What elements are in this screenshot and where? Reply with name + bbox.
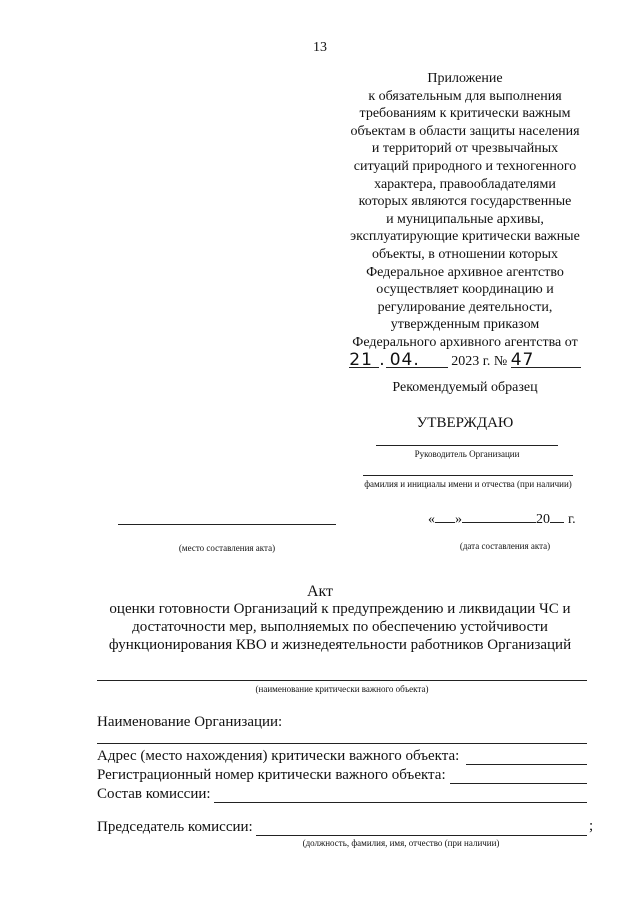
date-template bbox=[428, 508, 576, 528]
address-line bbox=[466, 764, 587, 765]
appendix-line: требованиям к критически важным bbox=[359, 106, 571, 122]
object-name-line bbox=[97, 680, 587, 681]
order-separator: . bbox=[379, 349, 386, 370]
order-number: 47 bbox=[511, 353, 581, 368]
order-year-text: 2023 г. № bbox=[451, 353, 508, 369]
appendix-line: утвержденным приказом bbox=[390, 317, 540, 333]
act-subtitle-line: оценки готовности Организаций к предупреждению и ликвидации ЧС и bbox=[109, 601, 571, 617]
chairman-label: Председатель комиссии: bbox=[97, 819, 253, 835]
order-day: 21 bbox=[349, 353, 379, 368]
head-name-line bbox=[363, 475, 573, 476]
organization-name-line bbox=[97, 743, 587, 744]
date-close-quote: » bbox=[455, 512, 462, 527]
appendix-title: Приложение bbox=[427, 71, 503, 86]
order-month: 04. bbox=[386, 353, 448, 368]
date-open-quote: « bbox=[428, 512, 435, 527]
appendix-line: осуществляет координацию и bbox=[376, 282, 554, 298]
date-century: 20 bbox=[536, 512, 550, 527]
chairman-caption: (должность, фамилия, имя, отчество (при наличии) bbox=[302, 838, 500, 848]
date-caption: (дата составления акта) bbox=[459, 541, 551, 551]
appendix-line: к обязательным для выполнения bbox=[368, 88, 562, 104]
act-subtitle bbox=[60, 600, 620, 654]
head-caption: Руководитель Организации bbox=[414, 449, 520, 459]
address-label: Адрес (место нахождения) критически важного объекта: bbox=[97, 748, 460, 764]
page-number: 13 bbox=[313, 40, 327, 55]
head-signature-line bbox=[376, 445, 558, 446]
appendix-line: Федерального архивного агентства от bbox=[352, 334, 578, 350]
appendix-line: и муниципальные архивы, bbox=[386, 211, 544, 227]
place-caption: (место составления акта) bbox=[178, 543, 276, 553]
appendix-line: характера, правообладателями bbox=[374, 176, 556, 192]
appendix-lines bbox=[300, 88, 630, 352]
order-line bbox=[300, 349, 630, 370]
appendix-line: и территорий от чрезвычайных bbox=[371, 141, 559, 157]
appendix-line: регулирование деятельности, bbox=[377, 299, 553, 315]
head-name-caption: фамилия и инициалы имени и отчества (при наличии) bbox=[364, 479, 572, 489]
date-day-blank bbox=[435, 508, 455, 523]
approve-title: УТВЕРЖДАЮ bbox=[416, 415, 514, 431]
chairman-semicolon: ; bbox=[589, 818, 594, 834]
commission-line bbox=[214, 802, 587, 803]
date-month-blank bbox=[462, 508, 536, 523]
act-subtitle-line: функционирования КВО и жизнедеятельности работников Организаций bbox=[108, 637, 572, 653]
object-caption: (наименование критически важного объекта) bbox=[255, 684, 429, 694]
appendix-line: объектам в области защиты населения bbox=[350, 123, 580, 139]
appendix-line: эксплуатирующие критически важные bbox=[350, 229, 580, 245]
commission-label: Состав комиссии: bbox=[97, 786, 211, 802]
act-subtitle-line: достаточности мер, выполняемых по обеспечению устойчивости bbox=[132, 619, 548, 635]
appendix-line: объекты, в отношении которых bbox=[371, 246, 559, 262]
reg-number-label: Регистрационный номер критически важного объекта: bbox=[97, 767, 446, 783]
organization-name-label: Наименование Организации: bbox=[97, 714, 283, 730]
act-title: Акт bbox=[306, 583, 334, 600]
appendix-line: Федеральное архивное агентство bbox=[366, 264, 564, 280]
recommended-sample: Рекомендуемый образец bbox=[392, 380, 538, 395]
chairman-line bbox=[256, 835, 587, 836]
appendix-block bbox=[300, 70, 630, 370]
date-year-blank bbox=[550, 508, 564, 523]
appendix-line: ситуаций природного и техногенного bbox=[353, 158, 577, 174]
date-year-suffix: г. bbox=[568, 512, 576, 527]
place-line bbox=[118, 524, 336, 525]
reg-number-line bbox=[450, 783, 587, 784]
appendix-line: которых являются государственные bbox=[358, 194, 572, 210]
